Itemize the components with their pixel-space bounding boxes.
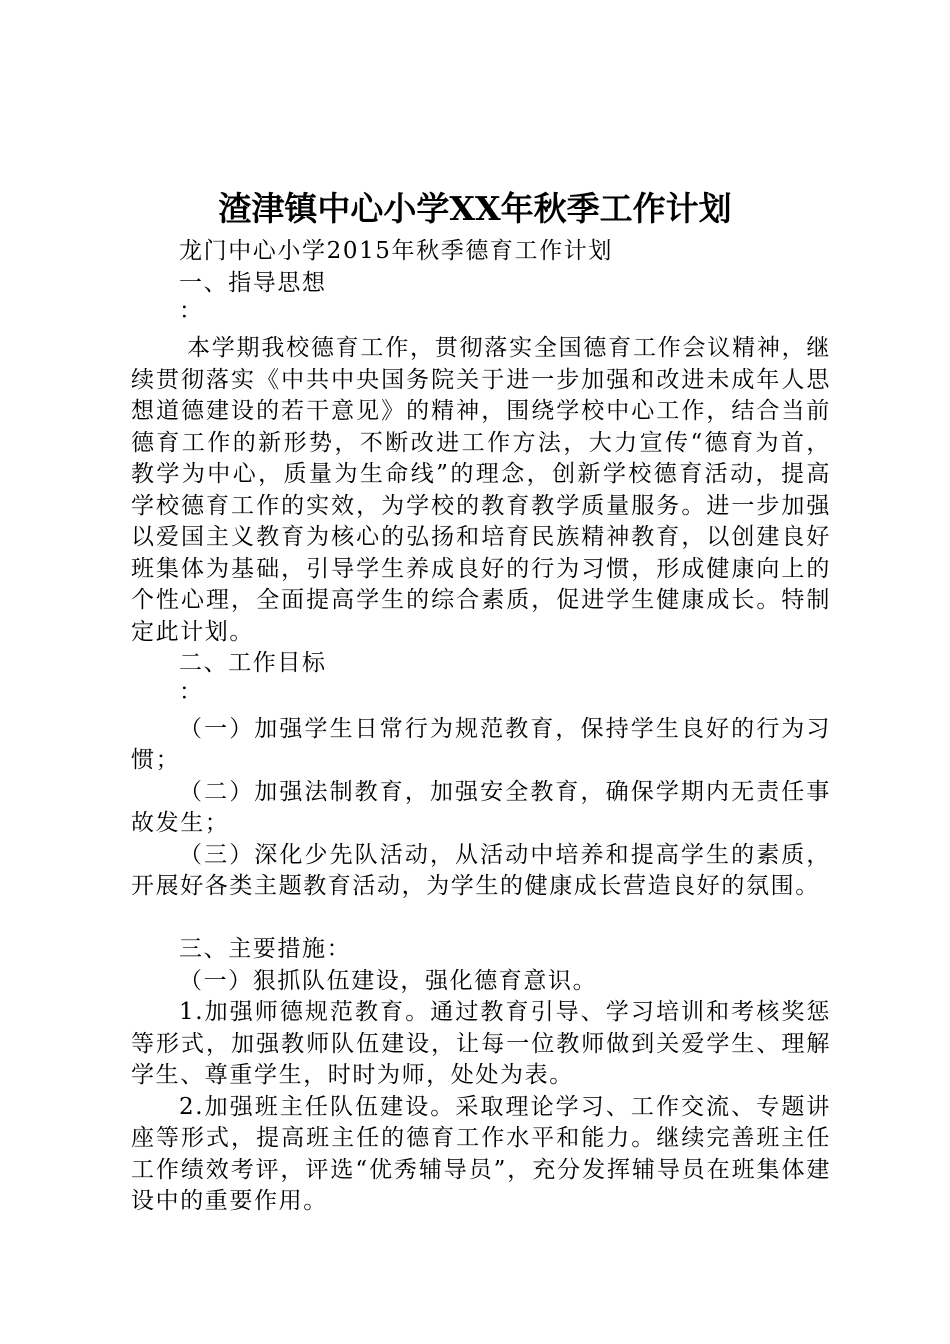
measure-item: 1.加强师德规范教育。通过教育引导、学习培训和考核奖惩等形式，加强教师队伍建设，让每一位教师做到关爱学生、理解学生、尊重学生，时时为师，处处为表。 <box>131 999 831 1088</box>
measure-heading: （一）狠抓队伍建设，强化德育意识。 <box>179 967 598 994</box>
subtitle: 龙门中心小学2015年秋季德育工作计划 <box>179 238 613 264</box>
paragraph-gap <box>131 903 831 935</box>
goal-item: （二）加强法制教育，加强安全教育，确保学期内无责任事故发生； <box>131 778 831 836</box>
section-colon: ： <box>179 298 204 324</box>
section-colon: ： <box>179 678 204 705</box>
guiding-ideology-paragraph: 本学期我校德育工作，贯彻落实全国德育工作会议精神，继续贯彻落实《中共中央国务院关于进一步加强和改进未成年人思想道德建设的若干意见》的精神，围绕学校中心工作，结合当前德育工作的新形势，不断改进工作方法，大力宣传“德育为首，教学为中心，质量为生命线”的理念，创新学校德育活动，提高学校德育工作的实效，为学校的教育教学质量服务。进一步加强以爱国主义教育为核心的弘扬和培育民族精神教育，以创建良好班集体为基础，引导学生养成良好的行为习惯，形成健康向上的个性心理，全面提高学生的综合素质，促进学生健康成长。特制定此计划。 <box>131 335 831 645</box>
section-heading-work-goals: 二、工作目标 <box>179 650 327 676</box>
document-title: 渣津镇中心小学XX年秋季工作计划 <box>218 189 732 228</box>
section-heading-guiding-ideology: 一、指导思想 <box>179 269 327 296</box>
goal-item: （一）加强学生日常行为规范教育，保持学生良好的行为习惯； <box>131 715 831 773</box>
goal-item: （三）深化少先队活动，从活动中培养和提高学生的素质，开展好各类主题教育活动，为学生的健康成长营造良好的氛围。 <box>131 841 831 899</box>
section-heading-main-measures: 三、主要措施： <box>179 936 352 962</box>
measure-item: 2.加强班主任队伍建设。采取理论学习、工作交流、专题讲座等形式，提高班主任的德育工作水平和能力。继续完善班主任工作绩效考评，评选“优秀辅导员”，充分发挥辅导员在班集体建设中的重要作用。 <box>131 1093 831 1214</box>
document-body <box>131 236 831 1218</box>
